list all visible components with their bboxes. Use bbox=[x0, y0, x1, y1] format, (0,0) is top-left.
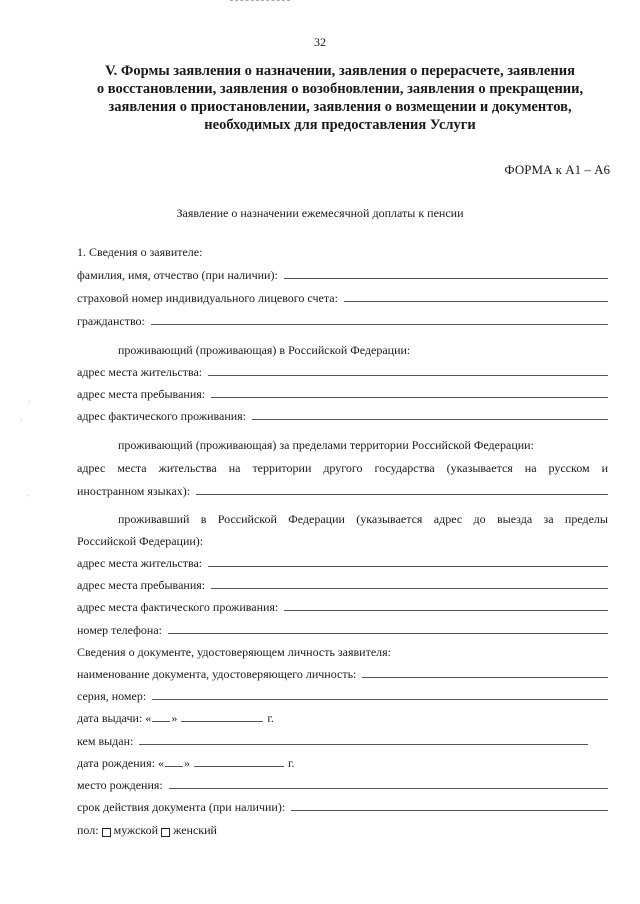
scan-speck: ˌ bbox=[28, 392, 32, 403]
prev-actual-field bbox=[77, 597, 608, 615]
gender-female-checkbox[interactable] bbox=[161, 828, 170, 837]
issued-by-field bbox=[77, 731, 608, 749]
abroad-address-line-1: адрес места жительства на территории другого государства (указывается на русском и bbox=[77, 461, 608, 475]
heading-line-2: о восстановлении, заявления о возобновлении, заявления о прекращении, bbox=[96, 81, 584, 97]
phone-field bbox=[77, 620, 608, 638]
fio-field bbox=[77, 265, 608, 283]
abroad-address-label: иностранном языках): bbox=[77, 484, 191, 498]
birth-date-field: дата рождения: « » г. bbox=[77, 756, 295, 770]
prev-stay-input-line[interactable] bbox=[211, 587, 608, 589]
rf-residence-input-line[interactable] bbox=[208, 374, 608, 376]
heading-line-3: заявления о приостановлении, заявления о возмещении и документов, bbox=[108, 99, 572, 115]
gender-label: пол: bbox=[77, 823, 99, 837]
residing-abroad-heading: проживающий (проживающая) за пределами территории Российской Федерации: bbox=[118, 438, 534, 452]
rf-stay-label: адрес места пребывания: bbox=[77, 387, 206, 401]
phone-input-line[interactable] bbox=[168, 632, 608, 634]
applicant-section-heading: 1. Сведения о заявителе: bbox=[77, 245, 203, 259]
prev-residence-label: адрес места жительства: bbox=[77, 556, 203, 570]
scan-artifact bbox=[230, 0, 290, 3]
phone-label: номер телефона: bbox=[77, 623, 163, 637]
validity-label: срок действия документа (при наличии): bbox=[77, 800, 286, 814]
doc-name-input-line[interactable] bbox=[362, 676, 608, 678]
abroad-address-field bbox=[77, 481, 608, 499]
section-heading bbox=[80, 62, 600, 134]
citizenship-input-line[interactable] bbox=[151, 323, 608, 325]
doc-name-label: наименование документа, удостоверяющего личность: bbox=[77, 667, 357, 681]
prev-actual-label: адрес места фактического проживания: bbox=[77, 600, 279, 614]
residing-rf-heading: проживающий (проживающая) в Российской Федерации: bbox=[118, 343, 411, 357]
prev-stay-label: адрес места пребывания: bbox=[77, 578, 206, 592]
issued-by-label: кем выдан: bbox=[77, 734, 134, 748]
resided-rf-heading-line-2: Российской Федерации): bbox=[77, 534, 204, 548]
series-label: серия, номер: bbox=[77, 689, 147, 703]
form-title: Заявление о назначении ежемесячной доплаты к пенсии bbox=[176, 206, 464, 220]
scan-speck: ˌ bbox=[26, 486, 30, 497]
page-number: 32 bbox=[314, 35, 326, 49]
rf-stay-input-line[interactable] bbox=[211, 396, 608, 398]
issue-date-field: дата выдачи: « » г. bbox=[77, 711, 274, 725]
fio-label: фамилия, имя, отчество (при наличии): bbox=[77, 268, 278, 282]
birth-month-year-input-line[interactable] bbox=[194, 765, 284, 767]
rf-residence-label: адрес места жительства: bbox=[77, 365, 203, 379]
series-field bbox=[77, 686, 608, 704]
issue-date-label: дата выдачи: « bbox=[77, 711, 152, 725]
validity-input-line[interactable] bbox=[291, 809, 608, 811]
doc-name-field bbox=[77, 664, 608, 682]
fio-input-line[interactable] bbox=[284, 277, 608, 279]
validity-field bbox=[77, 797, 608, 815]
issue-month-year-input-line[interactable] bbox=[181, 720, 263, 722]
id-document-heading: Сведения о документе, удостоверяющем личность заявителя: bbox=[77, 645, 392, 659]
issued-by-input-line[interactable] bbox=[139, 743, 588, 745]
prev-stay-field bbox=[77, 575, 608, 593]
issue-day-input-line[interactable] bbox=[152, 720, 170, 722]
heading-line-1: V. Формы заявления о назначении, заявления о перерасчете, заявления bbox=[105, 63, 575, 79]
gender-male-checkbox[interactable] bbox=[102, 828, 111, 837]
gender-field bbox=[77, 820, 608, 838]
series-input-line[interactable] bbox=[152, 698, 608, 700]
snils-input-line[interactable] bbox=[344, 300, 608, 302]
heading-line-4: необходимых для предоставления Услуги bbox=[204, 117, 476, 133]
citizenship-field bbox=[77, 311, 608, 329]
snils-label: страховой номер индивидуального лицевого счета: bbox=[77, 291, 338, 305]
birth-place-input-line[interactable] bbox=[169, 787, 608, 789]
rf-actual-input-line[interactable] bbox=[252, 418, 608, 420]
birth-place-label: место рождения: bbox=[77, 778, 163, 792]
prev-actual-input-line[interactable] bbox=[284, 609, 608, 611]
rf-actual-label: адрес фактического проживания: bbox=[77, 409, 247, 423]
rf-actual-field bbox=[77, 406, 608, 424]
prev-residence-field bbox=[77, 553, 608, 571]
abroad-address-input-line[interactable] bbox=[196, 493, 608, 495]
scan-speck: ˌ bbox=[20, 410, 24, 421]
birth-day-input-line[interactable] bbox=[165, 765, 183, 767]
prev-residence-input-line[interactable] bbox=[208, 565, 608, 567]
snils-field bbox=[77, 288, 608, 306]
gender-female-label: женский bbox=[173, 823, 217, 837]
birth-date-label: дата рождения: « bbox=[77, 756, 164, 770]
rf-residence-field bbox=[77, 362, 608, 380]
form-code: ФОРМА к А1 – А6 bbox=[504, 162, 610, 177]
resided-rf-heading-line-1: проживавший в Российской Федерации (указывается адрес до выезда за пределы bbox=[118, 512, 608, 526]
gender-male-label: мужской bbox=[113, 823, 159, 837]
birth-place-field bbox=[77, 775, 608, 793]
citizenship-label: гражданство: bbox=[77, 314, 145, 328]
rf-stay-field bbox=[77, 384, 608, 402]
